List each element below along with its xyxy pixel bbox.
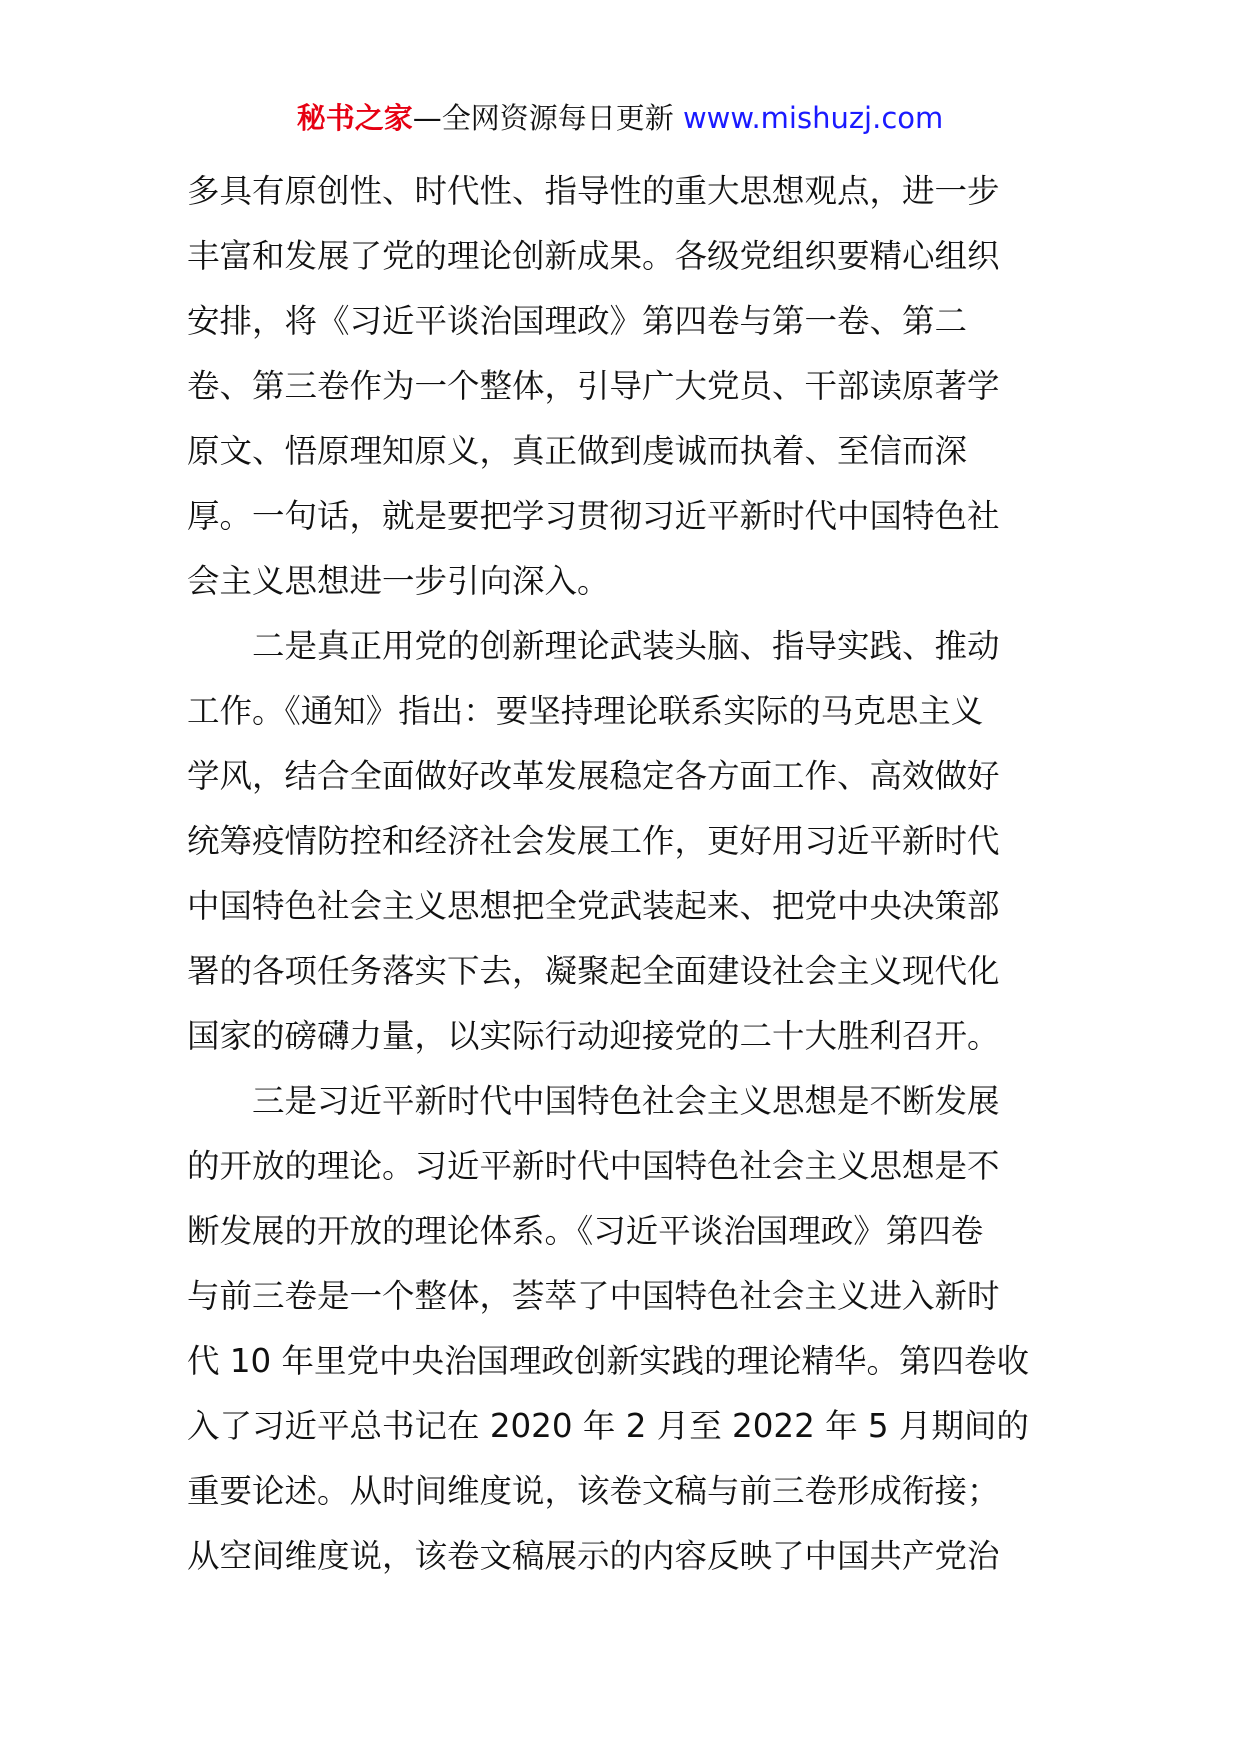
- text-line: 多具有原创性、时代性、指导性的重大思想观点，进一步: [187, 172, 1000, 210]
- text-line: 二是真正用党的创新理论武装头脑、指导实践、推动: [187, 627, 1000, 665]
- text-line: 中国特色社会主义思想把全党武装起来、把党中央决策部: [187, 887, 1000, 925]
- site-tagline: —全网资源每日更新: [412, 101, 683, 135]
- text-line: 丰富和发展了党的理论创新成果。各级党组织要精心组织: [187, 237, 1000, 275]
- text-line: 工作。《通知》指出：要坚持理论联系实际的马克思主义: [187, 692, 984, 730]
- text-line: 三是习近平新时代中国特色社会主义思想是不断发展: [187, 1082, 1000, 1120]
- site-header: [0, 98, 1240, 138]
- text-line: 代 10 年里党中央治国理政创新实践的理论精华。第四卷收: [187, 1342, 1030, 1380]
- text-line: 卷、第三卷作为一个整体，引导广大党员、干部读原著学: [187, 367, 1000, 405]
- text-line: 学风，结合全面做好改革发展稳定各方面工作、高效做好: [187, 757, 1000, 795]
- text-line: 与前三卷是一个整体，荟萃了中国特色社会主义进入新时: [187, 1277, 1000, 1315]
- text-line: 署的各项任务落实下去，凝聚起全面建设社会主义现代化: [187, 952, 1000, 990]
- text-line: 国家的磅礴力量，以实际行动迎接党的二十大胜利召开。: [187, 1017, 1000, 1055]
- text-line: 厚。一句话，就是要把学习贯彻习近平新时代中国特色社: [187, 497, 1000, 535]
- text-line: 会主义思想进一步引向深入。: [187, 562, 610, 600]
- text-line: 重要论述。从时间维度说，该卷文稿与前三卷形成衔接；: [187, 1472, 1000, 1510]
- text-line: 从空间维度说，该卷文稿展示的内容反映了中国共产党治: [187, 1537, 1000, 1575]
- text-line: 统筹疫情防控和经济社会发展工作，更好用习近平新时代: [187, 822, 1000, 860]
- site-brand: 秘书之家: [296, 101, 413, 135]
- site-url-link[interactable]: www.mishuzj.com: [682, 101, 944, 135]
- text-line: 的开放的理论。习近平新时代中国特色社会主义思想是不: [187, 1147, 1000, 1185]
- text-line: 断发展的开放的理论体系。《习近平谈治国理政》第四卷: [187, 1212, 984, 1250]
- text-line: 原文、悟原理知原义，真正做到虔诚而执着、至信而深: [187, 432, 968, 470]
- document-body: [187, 159, 1055, 1589]
- text-line: 入了习近平总书记在 2020 年 2 月至 2022 年 5 月期间的: [187, 1407, 1029, 1445]
- text-line: 安排，将《习近平谈治国理政》第四卷与第一卷、第二: [187, 302, 968, 340]
